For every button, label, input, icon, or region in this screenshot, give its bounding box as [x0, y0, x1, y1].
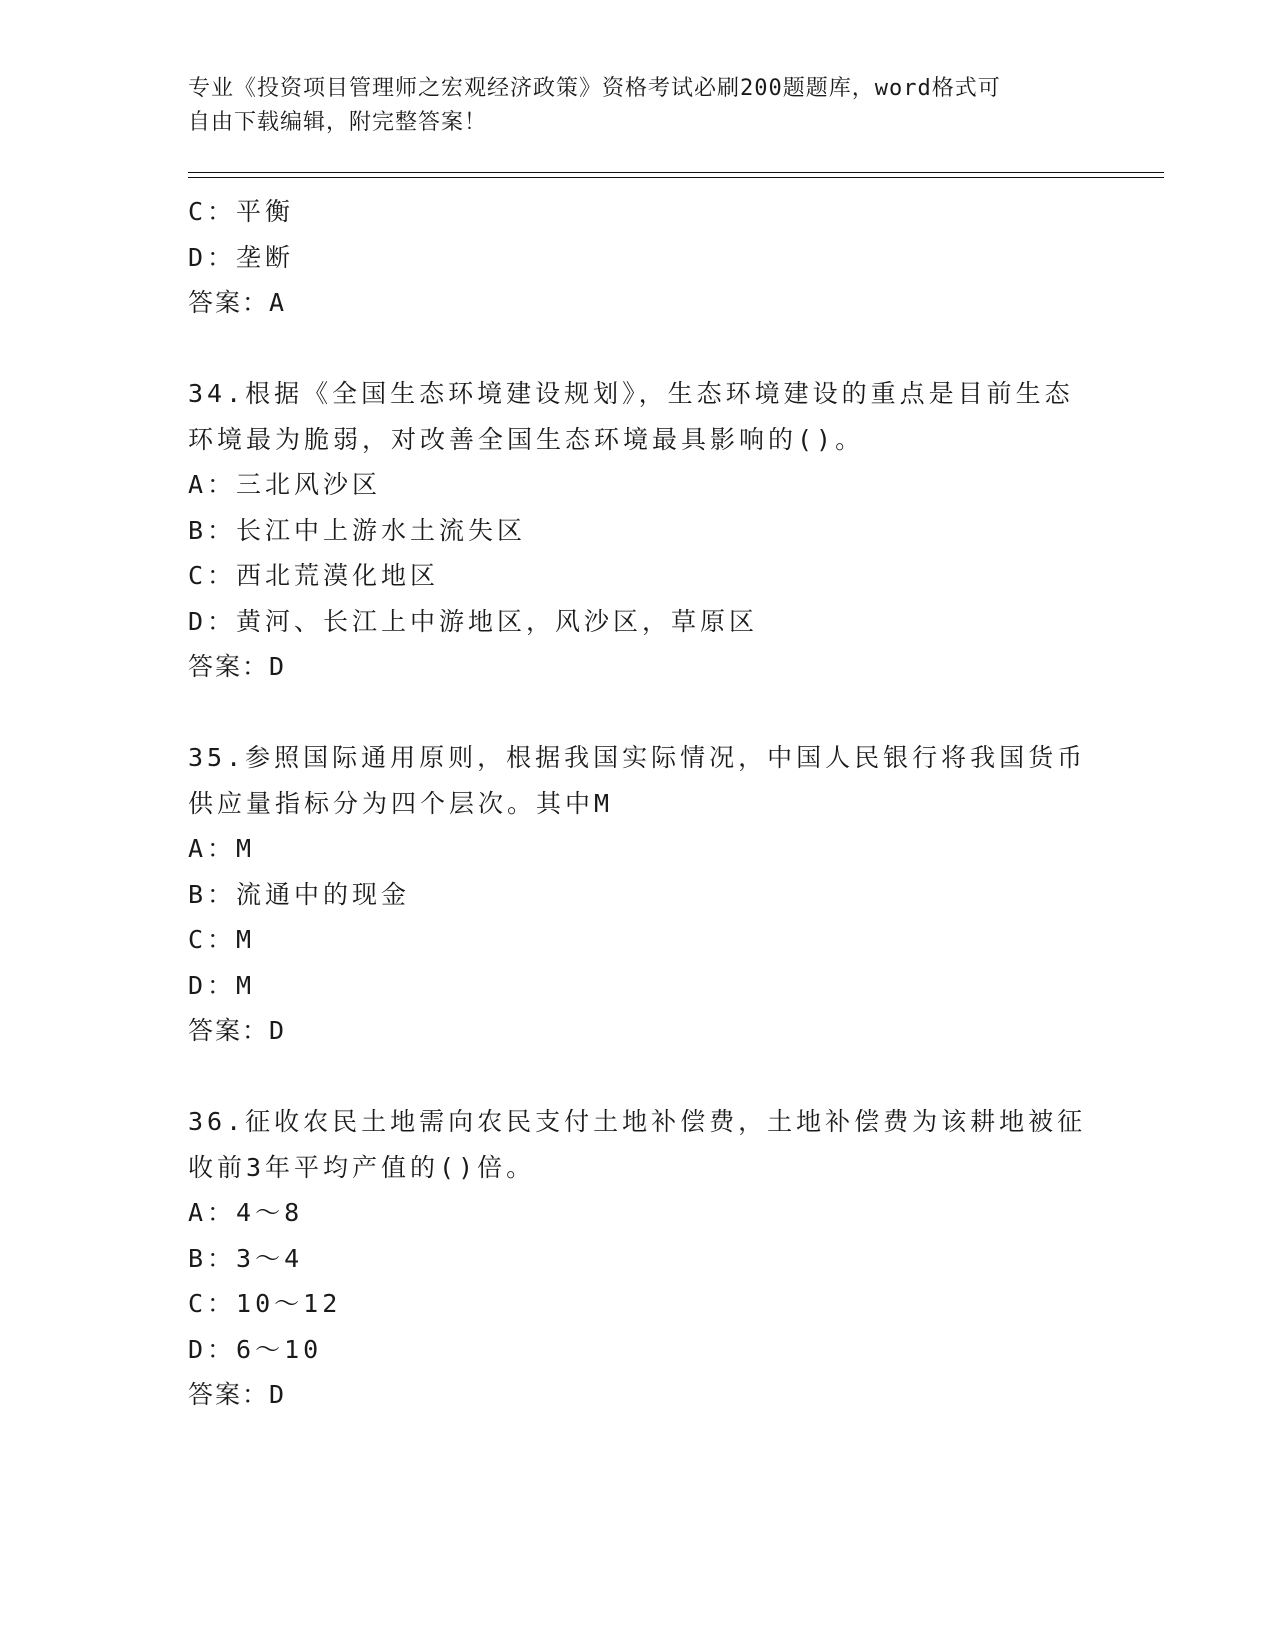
question-text-line: 供应量指标分为四个层次。其中M: [188, 788, 614, 818]
option-a: A：M: [188, 834, 256, 863]
answer: 答案：A: [188, 288, 287, 317]
option-b: B：3～4: [188, 1243, 304, 1273]
answer: 答案：D: [188, 1016, 287, 1045]
header-rule-top: [188, 172, 1164, 173]
question-text-line: 35.参照国际通用原则，根据我国实际情况，中国人民银行将我国货币: [188, 743, 1087, 772]
question-text-line: 环境最为脆弱，对改善全国生态环境最具影响的()。: [188, 424, 865, 454]
question-text-line: 36.征收农民土地需向农民支付土地补偿费，土地补偿费为该耕地被征: [188, 1107, 1087, 1136]
answer: 答案：D: [188, 652, 287, 681]
spacer: [188, 690, 1088, 736]
question-text-line: 34.根据《全国生态环境建设规划》，生态环境建设的重点是目前生态: [188, 379, 1074, 408]
option-c: C：平衡: [188, 197, 295, 226]
spacer: [188, 326, 1088, 372]
answer: 答案：D: [188, 1380, 287, 1409]
spacer: [188, 1054, 1088, 1100]
header-line-1: 专业《投资项目管理师之宏观经济政策》资格考试必刷200题题库，word格式可: [188, 76, 1001, 101]
option-b: B：长江中上游水土流失区: [188, 515, 527, 545]
question-34: [188, 371, 1088, 690]
option-d: D：黄河、长江上中游地区，风沙区，草原区: [188, 606, 759, 636]
option-c: C：西北荒漠化地区: [188, 561, 440, 590]
header-rule-bottom: [188, 177, 1164, 178]
question-36: [188, 1099, 1088, 1418]
option-d: D：垄断: [188, 242, 295, 272]
option-a: A：4～8: [188, 1198, 304, 1227]
option-c: C：M: [188, 925, 256, 954]
option-d: D：6～10: [188, 1334, 323, 1364]
question-content: [188, 189, 1088, 1418]
option-c: C：10～12: [188, 1289, 342, 1318]
question-text-line: 收前3年平均产值的()倍。: [188, 1152, 536, 1182]
question-35: [188, 735, 1088, 1054]
option-a: A：三北风沙区: [188, 470, 382, 499]
option-b: B：流通中的现金: [188, 879, 411, 909]
page-header: [188, 72, 1088, 140]
option-d: D：M: [188, 970, 256, 1000]
header-line-2: 自由下载编辑，附完整答案！: [188, 110, 488, 135]
